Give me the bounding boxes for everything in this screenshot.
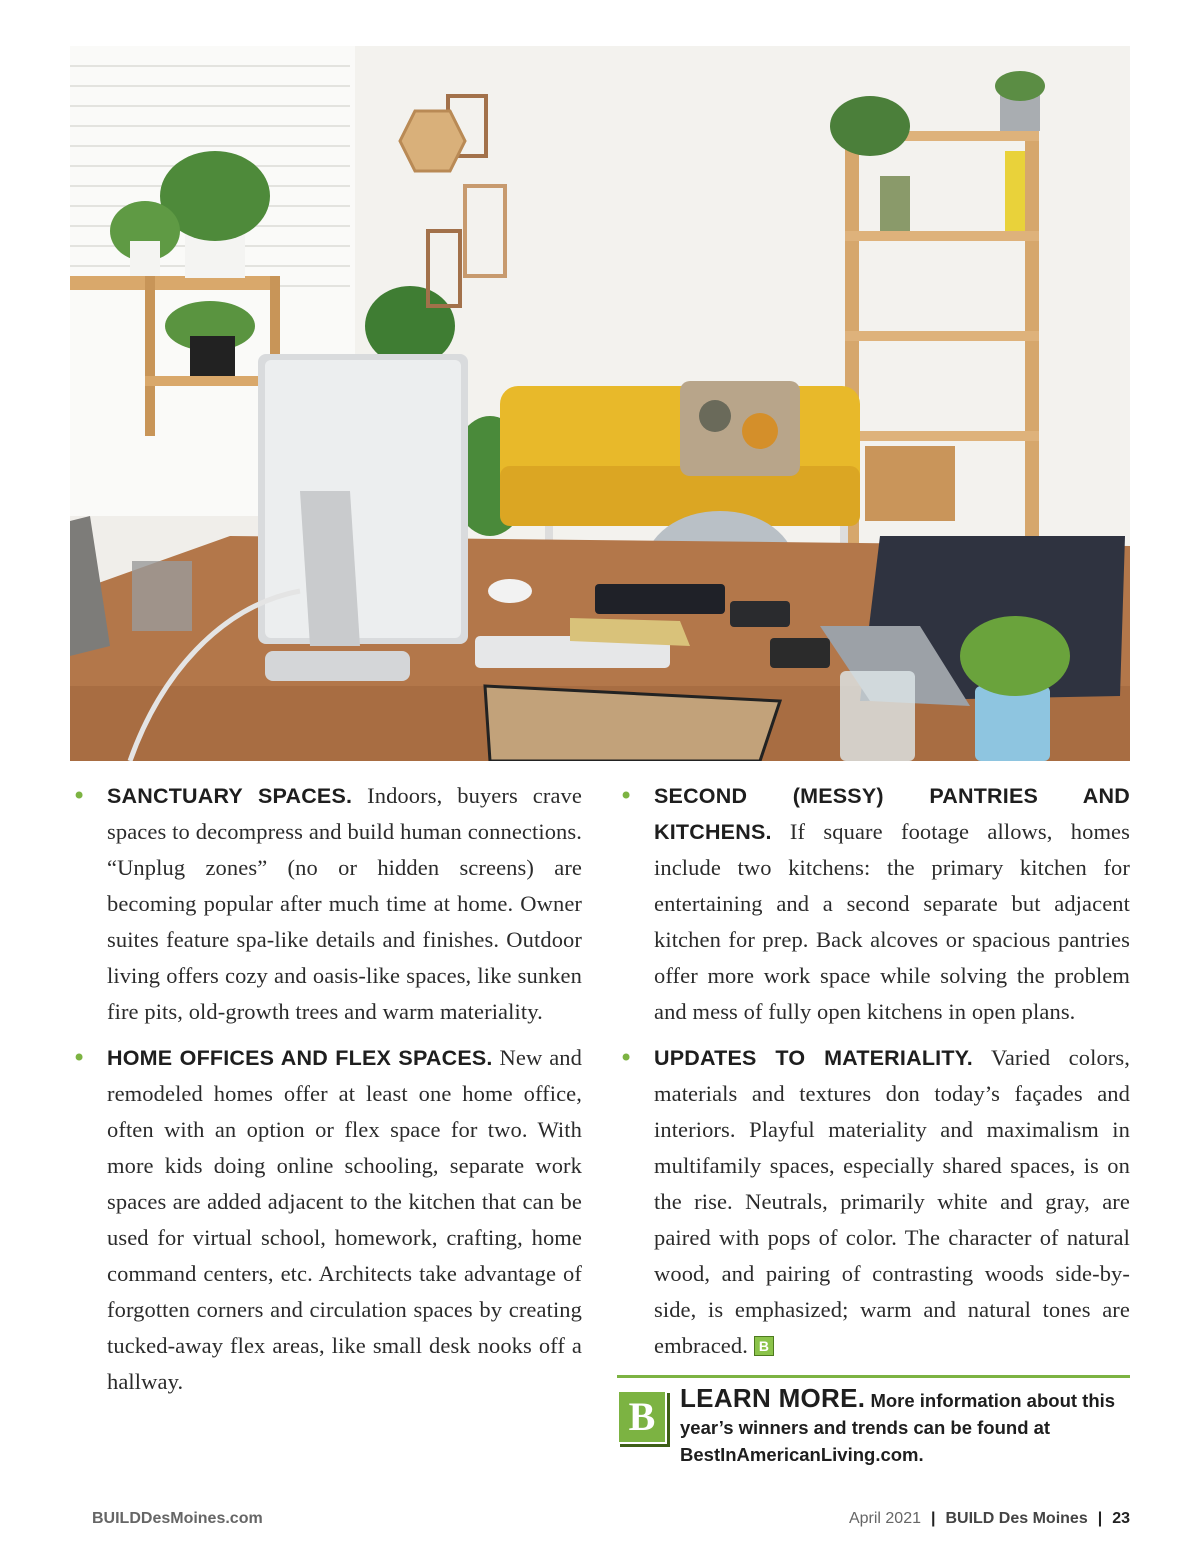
list-item-second-pantries bbox=[617, 778, 1130, 1030]
page-footer bbox=[70, 1506, 1130, 1536]
learn-more-text bbox=[680, 1385, 1120, 1468]
footer-date: April 2021 bbox=[848, 1510, 921, 1527]
right-column bbox=[617, 778, 1130, 1374]
footer-magazine-name: BUILD Des Moines bbox=[945, 1510, 1088, 1527]
list-item-paragraph bbox=[107, 1040, 582, 1400]
learn-more-heading: LEARN MORE. bbox=[680, 1383, 866, 1413]
item-text: If square footage allows, homes include two kitchens: the primary kitchen for entertaining and a second separate but adjacent kitchen for prep. Back alcoves or spacious pantries offer more work space while solving the problem and mess of fully open kitchens in open plans. bbox=[654, 819, 1130, 1024]
item-text: Varied colors, materials and textures don today’s façades and interiors. Playful materiality and maximalism in multifamily spaces, especially shared spaces, is on the rise. Neutrals, primarily white and gray, are paired with pops of color. The character of natural wood, and pairing of contrasting woods side-by-side, is emphasized; warm and natural tones are embraced. bbox=[654, 1045, 1130, 1358]
item-heading: SECOND (MESSY) PANTRIES AND KITCHENS. bbox=[654, 784, 1130, 844]
list-item-paragraph bbox=[654, 1040, 1130, 1364]
item-text: New and remodeled homes offer at least one home office, often with an option or flex space for two. With more kids doing online schooling, separate work spaces are added adjacent to the kitchen that can be used for virtual school, homework, crafting, home command centers, etc. Architects take advantage of forgotten corners and circulation spaces by creating tucked-away flex areas, like small desk nooks off a hallway. bbox=[107, 1045, 582, 1394]
footer-website-link[interactable]: BUILDDesMoines.com bbox=[92, 1510, 263, 1527]
bullet-icon: • bbox=[619, 782, 634, 810]
learn-more-body[interactable]: More information about this year’s winners and trends can be found at BestInAmericanLiving.com. bbox=[680, 1390, 1116, 1465]
list-item-materiality bbox=[617, 1040, 1130, 1364]
footer-separator: | bbox=[930, 1510, 936, 1527]
left-column bbox=[70, 778, 582, 1410]
footer-folio bbox=[849, 1510, 1130, 1528]
bullet-icon: • bbox=[72, 782, 87, 810]
home-office-photo bbox=[70, 46, 1130, 761]
list-item-home-offices bbox=[70, 1040, 582, 1400]
item-heading: UPDATES TO MATERIALITY. bbox=[654, 1046, 973, 1070]
item-heading: SANCTUARY SPACES. bbox=[107, 784, 353, 808]
bullet-icon: • bbox=[72, 1044, 87, 1072]
end-of-article-badge-icon: B bbox=[754, 1336, 774, 1356]
page-number: 23 bbox=[1112, 1510, 1130, 1527]
list-item-sanctuary-spaces bbox=[70, 778, 582, 1030]
photo-illustration bbox=[70, 46, 1130, 761]
footer-separator: | bbox=[1097, 1510, 1103, 1527]
item-heading: HOME OFFICES AND FLEX SPACES. bbox=[107, 1046, 493, 1070]
build-logo-badge-icon: B bbox=[617, 1390, 667, 1444]
item-text: Indoors, buyers crave spaces to decompress and build human connections. “Unplug zones” (no or hidden screens) are becoming popular after much time at home. Owner suites feature spa-like details and finishes. Outdoor living offers cozy and oasis-like spaces, like sunken fire pits, old-growth trees and warm materiality. bbox=[107, 783, 582, 1024]
list-item-paragraph bbox=[107, 778, 582, 1030]
learn-more-box bbox=[617, 1375, 1130, 1478]
list-item-paragraph bbox=[654, 778, 1130, 1030]
bullet-icon: • bbox=[619, 1044, 634, 1072]
